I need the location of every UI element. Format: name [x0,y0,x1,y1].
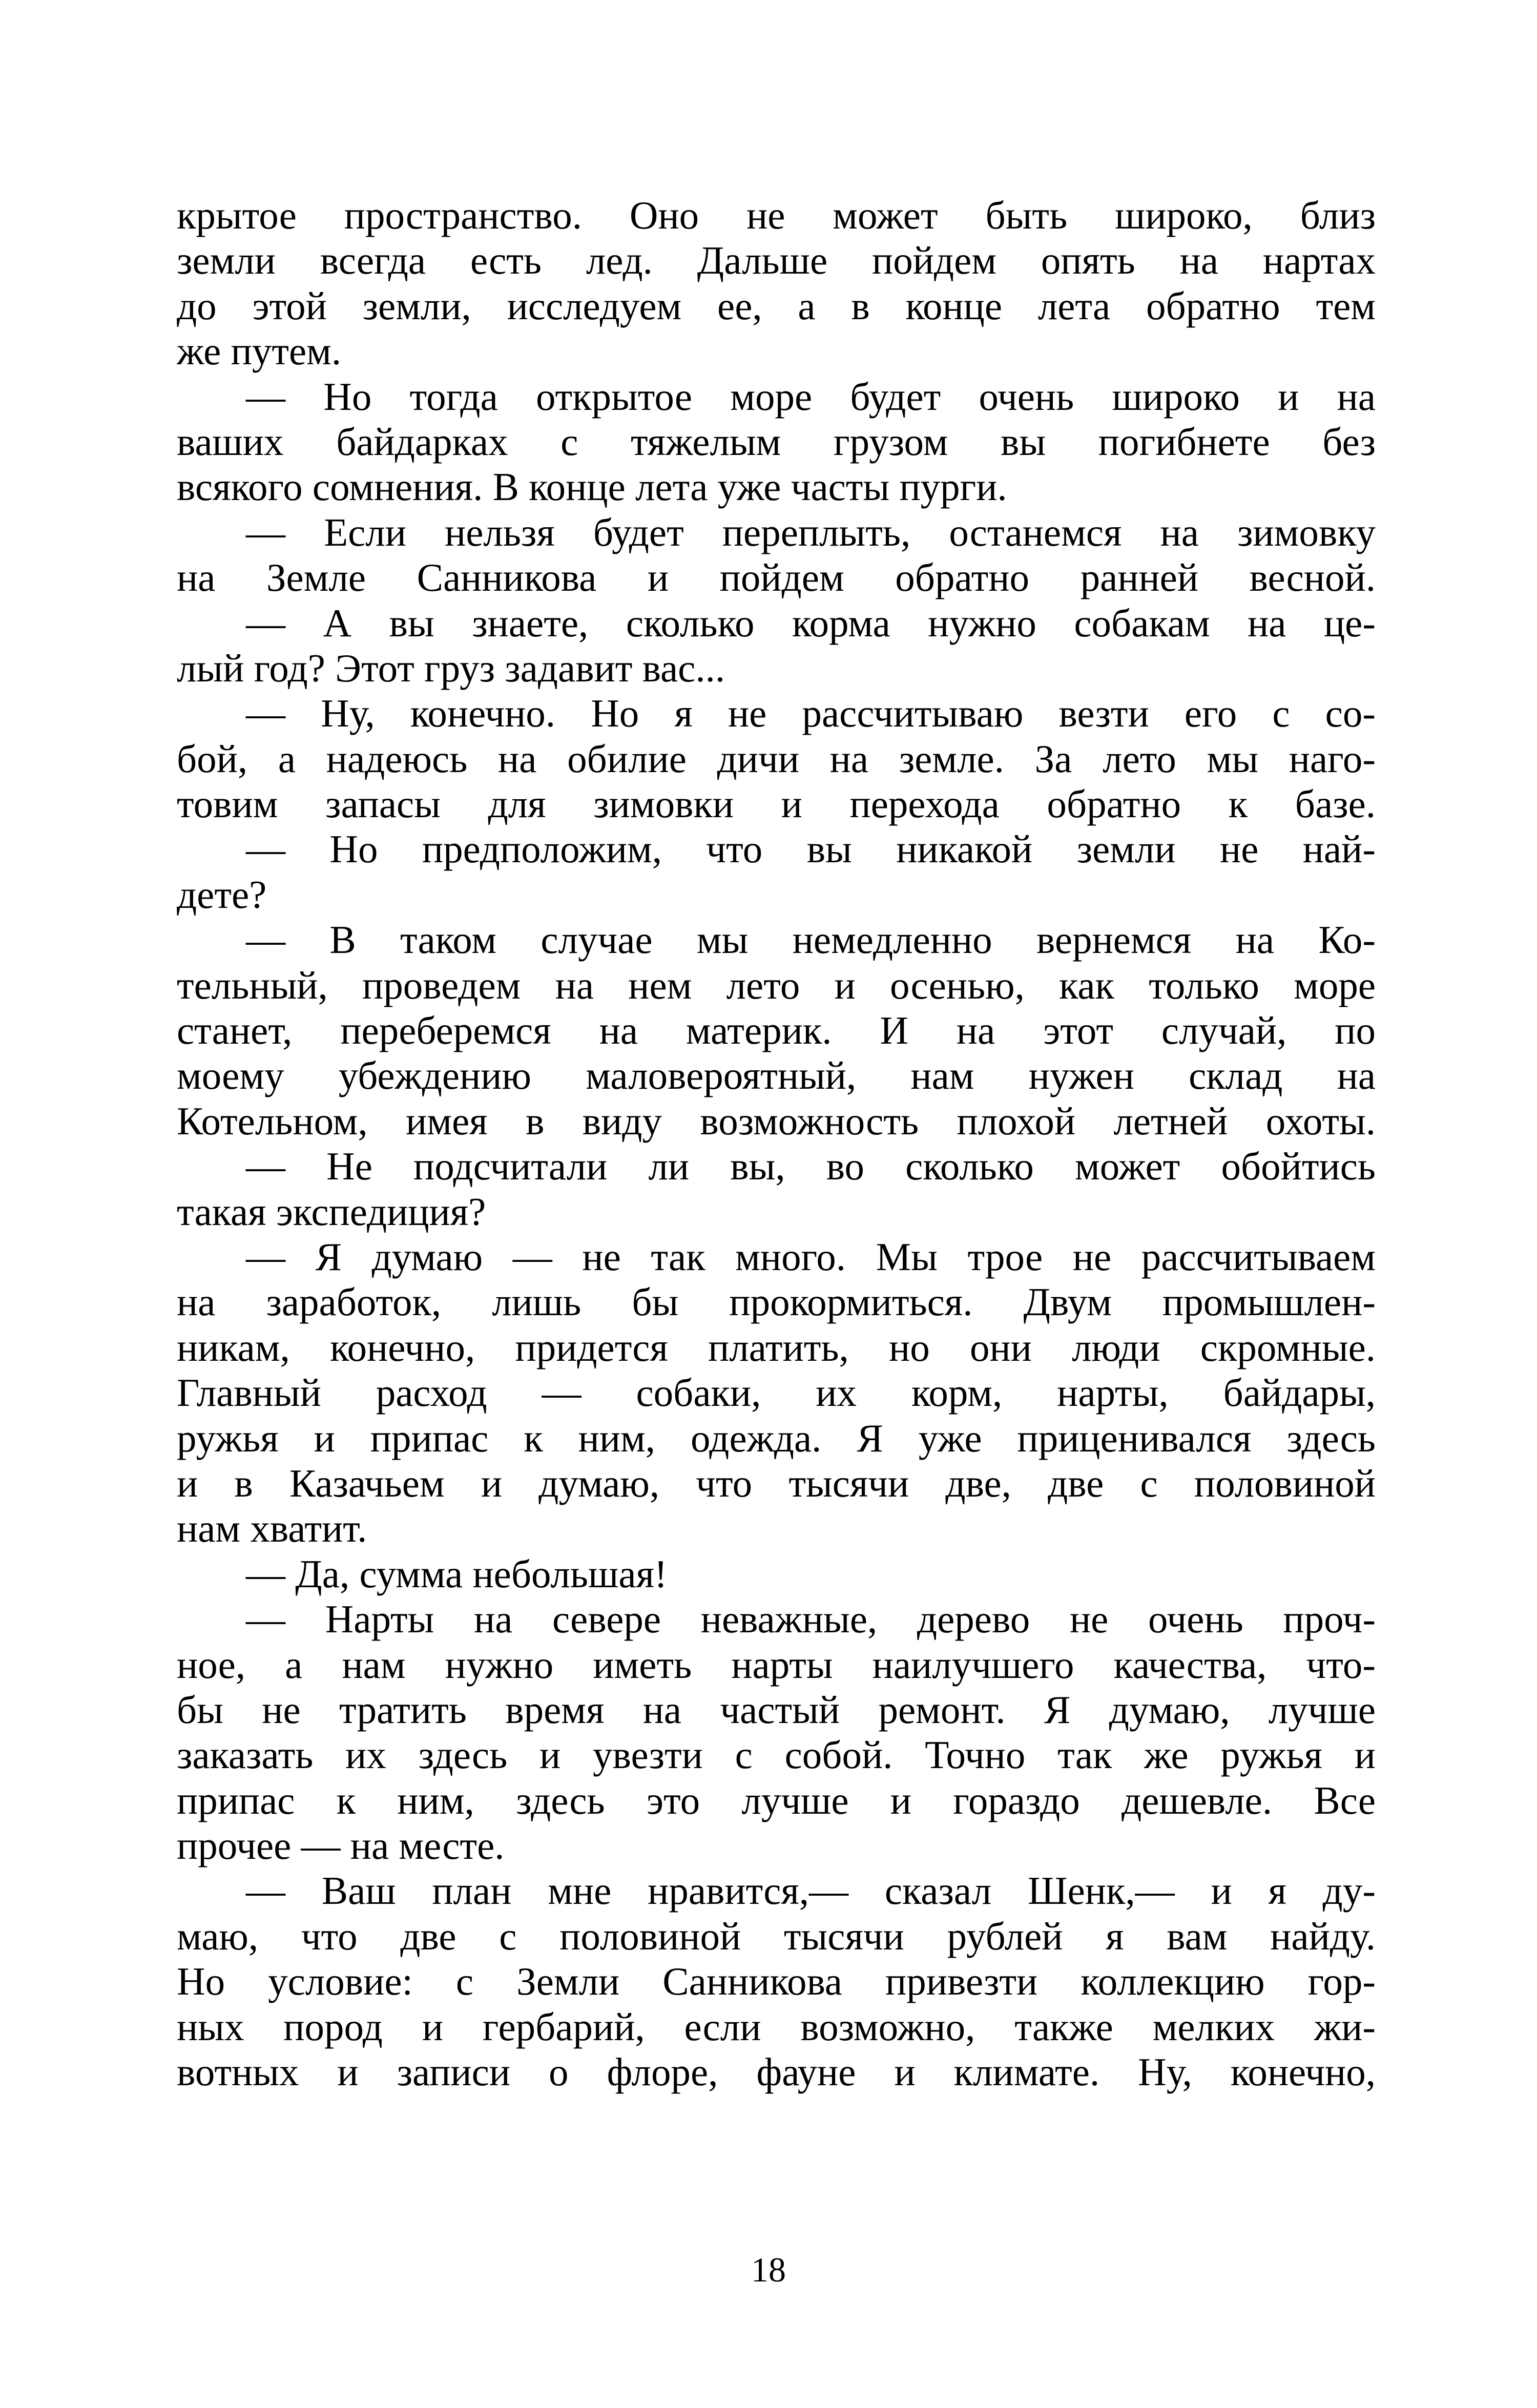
text-line: Но условие: с Земли Санникова привезти коллекцию гор- [177,1959,1376,2004]
text-line: дете? [177,872,267,917]
text-line: ных пород и гербарий, если возможно, также мелких жи- [177,2004,1376,2049]
text-line: лый год? Этот груз задавит вас... [177,646,725,690]
text-line: крытое пространство. Оно не может быть широко, близ [177,193,1376,237]
text-line: ружья и припас к ним, одежда. Я уже приценивался здесь [177,1416,1376,1460]
text-line: припас к ним, здесь это лучше и гораздо дешевле. Все [177,1778,1376,1822]
text-line: нам хватит. [177,1506,367,1551]
text-line: тельный, проведем на нем лето и осенью, как только море [177,963,1376,1007]
text-line: — В таком случае мы немедленно вернемся на Ко- [246,918,1376,962]
text-line: ное, а нам нужно иметь нарты наилучшего качества, что- [177,1642,1376,1687]
text-line: моему убеждению маловероятный, нам нужен склад на [177,1053,1376,1098]
text-line: маю, что две с половиной тысячи рублей я вам найду. [177,1914,1376,1958]
text-line: — Не подсчитали ли вы, во сколько может обойтись [246,1144,1376,1189]
text-line: бы не тратить время на частый ремонт. Я думаю, лучше [177,1687,1376,1732]
text-line: заказать их здесь и увезти с собой. Точно так же ружья и [177,1733,1376,1777]
text-line: товим запасы для зимовки и перехода обратно к базе. [177,782,1376,826]
body-text [177,193,1376,2094]
text-line: земли всегда есть лед. Дальше пойдем опять на нартах [177,238,1376,283]
text-line: и в Казачьем и думаю, что тысячи две, две с половиной [177,1461,1376,1505]
text-line: — Но тогда открытое море будет очень широко и на [246,374,1376,419]
text-line: — Да, сумма небольшая! [246,1551,668,1596]
text-line: — Ваш план мне нравится,— сказал Шенк,— и я ду- [246,1869,1376,1913]
text-line: Главный расход — собаки, их корм, нарты, байдары, [177,1371,1376,1415]
text-line: — Нарты на севере неважные, дерево не очень проч- [246,1597,1376,1642]
text-line: никам, конечно, придется платить, но они люди скромные. [177,1325,1376,1369]
text-line: — Но предположим, что вы никакой земли не най- [246,827,1376,871]
text-line: такая экспедиция? [177,1189,486,1234]
text-line: Котельном, имея в виду возможность плохой летней охоты. [177,1098,1376,1143]
text-line: — Я думаю — не так много. Мы трое не рассчитываем [246,1234,1376,1279]
text-line: станет, переберемся на материк. И на этот случай, по [177,1008,1376,1053]
text-line: прочее — на месте. [177,1823,505,1868]
text-line: ваших байдарках с тяжелым грузом вы погибнете без [177,419,1376,464]
text-line: на заработок, лишь бы прокормиться. Двум промышлен- [177,1280,1376,1324]
text-line: на Земле Санникова и пойдем обратно ранней весной. [177,555,1376,600]
page-number: 18 [751,2250,786,2289]
text-line: бой, а надеюсь на обилие дичи на земле. За лето мы наго- [177,736,1376,781]
text-line: до этой земли, исследуем ее, а в конце лета обратно тем [177,283,1376,328]
text-line: — Если нельзя будет переплыть, останемся на зимовку [246,510,1376,554]
text-line: — А вы знаете, сколько корма нужно собакам на це- [246,600,1376,645]
text-line: вотных и записи о флоре, фауне и климате. Ну, конечно, [177,2050,1376,2094]
text-line: всякого сомнения. В конце лета уже часты пурги. [177,465,1007,509]
text-line: же путем. [177,329,342,373]
text-line: — Ну, конечно. Но я не рассчитываю везти его с со- [246,691,1376,736]
